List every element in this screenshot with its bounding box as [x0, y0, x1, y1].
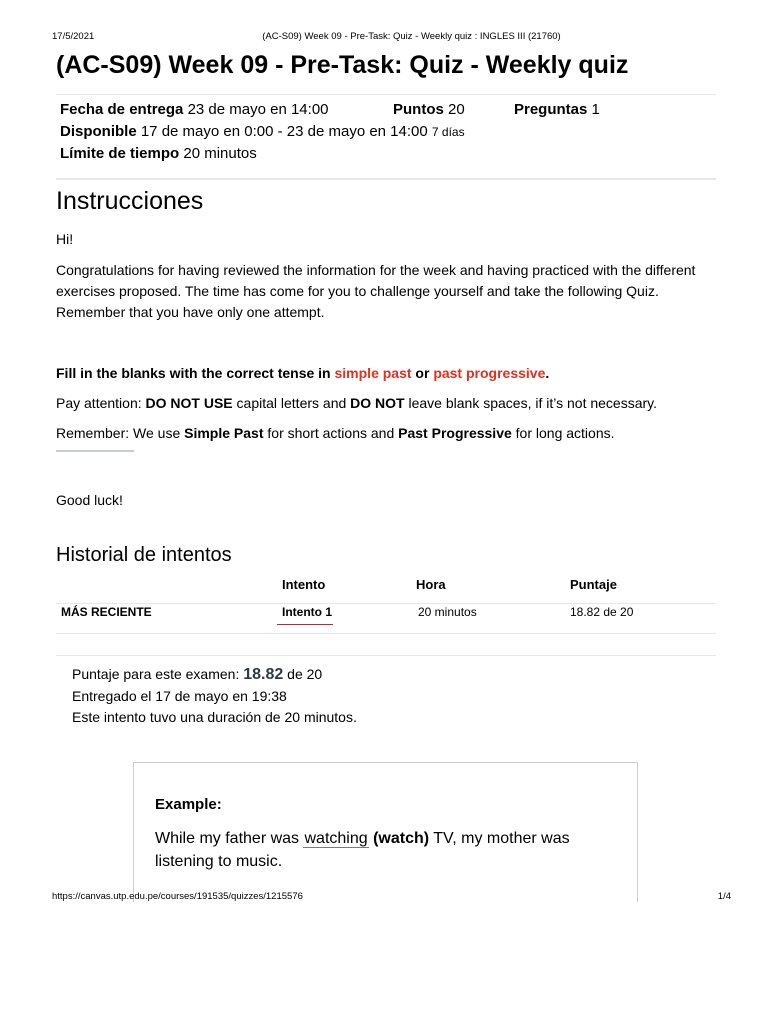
questions-value: 1 [591, 101, 600, 118]
score-value: 18.82 [243, 666, 284, 683]
greeting: Hi! [56, 231, 74, 247]
section-divider [56, 655, 716, 656]
intro-paragraph [56, 260, 716, 323]
example-line-2: listening to music. [155, 853, 283, 870]
print-footer [52, 891, 731, 903]
remember-suffix: for long actions. [511, 425, 615, 441]
intro-line: Remember that you have only one attempt. [56, 304, 325, 320]
submitted-line: Entregado el 17 de mayo en 19:38 [72, 687, 287, 704]
fill-prefix: Fill in the blanks with the correct tense in [56, 365, 335, 381]
col-header-attempt: Intento [282, 577, 326, 592]
pay-dont-use: DO NOT USE [145, 395, 233, 411]
main-content [56, 50, 716, 729]
example-title: Example: [155, 796, 222, 813]
print-title: (AC-S09) Week 09 - Pre-Task: Quiz - Weekly quiz : INGLES III (21760) [262, 31, 561, 42]
example-answer: watching [304, 830, 368, 847]
example-verb: (watch) [373, 830, 430, 847]
time-limit-value: 20 minutos [183, 145, 257, 162]
remember-prefix: Remember: We use [56, 425, 185, 441]
score-line [72, 664, 716, 686]
points-value: 20 [448, 101, 465, 118]
simple-past-highlight: simple past [334, 365, 412, 381]
questions-label: Preguntas [514, 101, 588, 118]
due-value: 23 de mayo en 14:00 [187, 101, 329, 118]
attempt-score: 18.82 de 20 [570, 605, 634, 619]
intro-line: Congratulations for having reviewed the information for the week and having practiced with the different [56, 262, 696, 278]
points-label: Puntos [393, 101, 444, 118]
attempt-time: 20 minutos [418, 605, 477, 619]
available-days: 7 días [431, 125, 465, 139]
good-luck: Good luck! [56, 492, 123, 508]
print-date: 17/5/2021 [52, 31, 95, 42]
score-prefix: Puntaje para este examen: [72, 666, 244, 682]
attempt-summary [56, 664, 716, 729]
remember-mid: for short actions and [263, 425, 399, 441]
quiz-title: (AC-S09) Week 09 - Pre-Task: Quiz - Weekly quiz [56, 51, 629, 79]
print-header [52, 31, 731, 43]
available-label: Disponible [60, 123, 137, 140]
available-value: 17 de mayo en 0:00 - 23 de mayo en 14:00 [140, 123, 428, 140]
col-header-score: Puntaje [570, 577, 617, 592]
pay-prefix: Pay attention: [56, 395, 146, 411]
due-label: Fecha de entrega [60, 101, 184, 118]
history-heading: Historial de intentos [56, 544, 232, 566]
remember-simple-past: Simple Past [184, 425, 264, 441]
example-text-before: While my father was [155, 830, 304, 847]
attempt-link-underline [277, 624, 333, 625]
attempt-history-table [56, 577, 716, 637]
pay-mid: capital letters and [232, 395, 351, 411]
page-number: 1/4 [717, 891, 731, 902]
print-url: https://canvas.utp.edu.pe/courses/191535/quizzes/1215576 [52, 891, 303, 902]
divider [56, 178, 716, 180]
pay-attention [56, 393, 716, 414]
pay-suffix: leave blank spaces, if it’s not necessary. [404, 395, 657, 411]
col-header-time: Hora [416, 577, 446, 592]
most-recent-label: MÁS RECIENTE [61, 605, 152, 619]
pay-do-not: DO NOT [350, 395, 405, 411]
remember-note [56, 423, 716, 444]
score-suffix: de 20 [283, 666, 323, 682]
fill-or: or [411, 365, 434, 381]
fill-instruction [56, 363, 716, 384]
attempt-1-link[interactable]: Intento 1 [282, 605, 332, 619]
example-text-after: TV, my mother was [429, 830, 570, 847]
time-limit-label: Límite de tiempo [60, 145, 180, 162]
quiz-details [56, 94, 716, 165]
instructions-heading: Instrucciones [56, 187, 204, 215]
example-card [133, 762, 638, 902]
intro-line: exercises proposed. The time has come for you to challenge yourself and take the following Quiz. [56, 283, 659, 299]
row-divider [56, 603, 716, 604]
short-divider [56, 450, 134, 452]
example-sentence [155, 827, 625, 873]
row-divider [56, 633, 716, 634]
fill-end: . [545, 365, 550, 381]
remember-past-progressive: Past Progressive [398, 425, 512, 441]
past-progressive-highlight: past progressive [433, 365, 546, 381]
duration-line: Este intento tuvo una duración de 20 minutos. [72, 709, 357, 725]
